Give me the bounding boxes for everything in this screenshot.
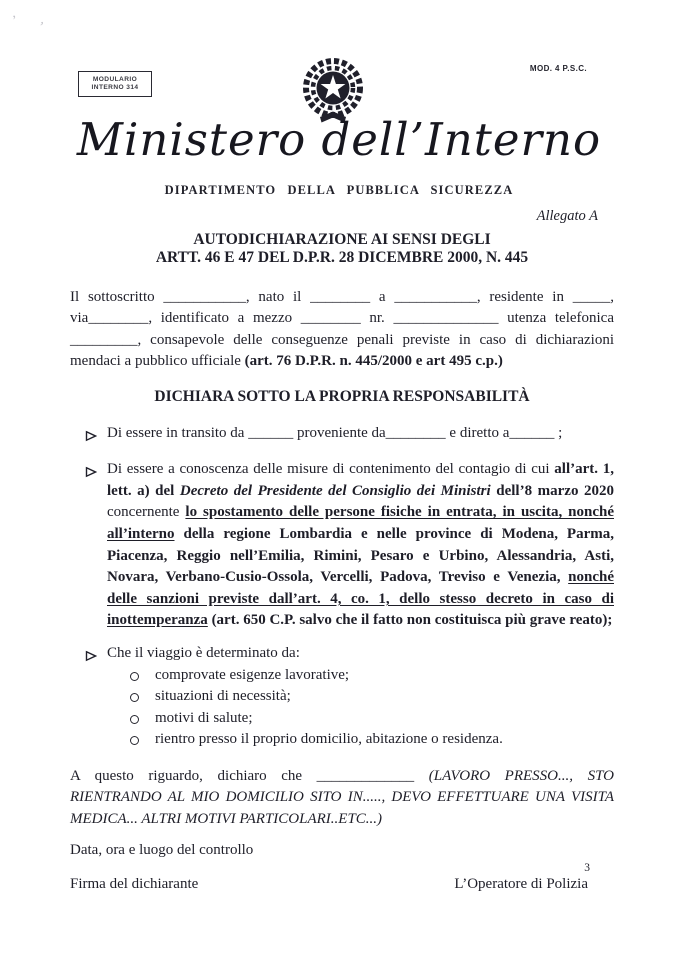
scan-artifact: ’ bbox=[37, 19, 44, 36]
bullet-transit bbox=[70, 423, 614, 445]
modulario-line1: MODULARIO bbox=[92, 76, 138, 83]
declaration-heading: DICHIARA SOTTO LA PROPRIA RESPONSABILITÀ bbox=[154, 387, 530, 405]
declarant-signature-label: Firma del dichiarante bbox=[70, 876, 199, 893]
document-title bbox=[70, 231, 614, 268]
travel-reason-label: motivi di salute; bbox=[155, 709, 253, 726]
mod-reference-label: MOD. 4 P.S.C. bbox=[529, 64, 587, 73]
arrow-bullet-icon bbox=[85, 428, 97, 450]
modulario-stamp bbox=[78, 71, 152, 97]
ministry-title: Ministero dell’Interno bbox=[76, 113, 602, 166]
signature-row bbox=[70, 874, 614, 896]
control-datetime-label: Data, ora e luogo del controllo bbox=[70, 841, 254, 858]
travel-reason-item bbox=[107, 708, 614, 730]
page-number: 3 bbox=[584, 862, 590, 874]
closing-declaration-paragraph: A questo riguardo, dichiaro che _____________ (LAVORO PRESSO..., STO RIENTRANDO AL MIO DOMICILIO SITO IN....., DEVO EFFETTUARE UNA VISITA MEDICA... ALTRI MOTIVI PARTICOLARI..ETC...) bbox=[70, 767, 614, 828]
travel-reason-item bbox=[107, 665, 614, 687]
bullet-transit-text: Di essere in transito da ______ proveniente da________ e diretto a______ ; bbox=[107, 424, 563, 441]
department-subtitle: DIPARTIMENTO DELLA PUBBLICA SICUREZZA bbox=[164, 183, 514, 197]
circle-bullet-icon bbox=[130, 736, 139, 745]
travel-reason-label: comprovate esigenze lavorative; bbox=[155, 666, 350, 683]
document-title-line1: AUTODICHIARAZIONE AI SENSI DEGLI bbox=[193, 230, 491, 248]
scan-artifact: ’ bbox=[10, 13, 19, 30]
allegato-label: Allegato A bbox=[536, 208, 598, 224]
arrow-bullet-icon bbox=[85, 464, 97, 486]
bullet-decree-text: Di essere a conoscenza delle misure di contenimento del contagio di cui all’art. 1, lett. a) del Decreto del Presidente del Consiglio dei Ministri dell’8 marzo 2020 concernente lo spostamento delle persone fisiche in entrata, in uscita, nonché all’interno della regione Lombardia e nelle province di Modena, Parma, Piacenza, Reggio nell’Emilia, Rimini, Pesaro e Urbino, Alessandria, Asti, Novara, Verbano-Cusio-Ossola, Vercelli, Padova, Treviso e Venezia, nonché delle sanzioni previste dall’art. 4, co. 1, dello stesso decreto in caso di inottemperanza (art. 650 C.P. salvo che il fatto non costituisca più grave reato); bbox=[107, 461, 615, 629]
modulario-line2: INTERNO 314 bbox=[91, 84, 139, 91]
document-body bbox=[70, 206, 614, 896]
bullet-decree-awareness bbox=[70, 459, 614, 632]
travel-reason-label: rientro presso il proprio domicilio, abitazione o residenza. bbox=[155, 731, 503, 748]
circle-bullet-icon bbox=[130, 693, 139, 702]
document-title-line2: ARTT. 46 E 47 DEL D.P.R. 28 DICEMBRE 2000, N. 445 bbox=[155, 249, 529, 267]
declarant-intro-paragraph: Il sottoscritto ___________, nato il ________ a ___________, residente in _____, via________, identificato a mezzo ________ nr. ______________ utenza telefonica _________, consapevole delle conseguenze penali previste in caso di dichiarazioni mendaci a pubblico ufficiale (art. 76 D.P.R. n. 445/2000 e art 495 c.p.) bbox=[70, 288, 614, 370]
travel-reason-label: situazioni di necessità; bbox=[155, 688, 291, 705]
circle-bullet-icon bbox=[130, 715, 139, 724]
circle-bullet-icon bbox=[130, 672, 139, 681]
arrow-bullet-icon bbox=[85, 648, 97, 670]
police-operator-label: L’Operatore di Polizia bbox=[454, 876, 588, 893]
bullet-travel-reason bbox=[70, 643, 614, 751]
travel-reason-item bbox=[107, 686, 614, 708]
travel-reason-item bbox=[107, 729, 614, 751]
bullet-travel-reason-text: Che il viaggio è determinato da: bbox=[107, 644, 300, 661]
